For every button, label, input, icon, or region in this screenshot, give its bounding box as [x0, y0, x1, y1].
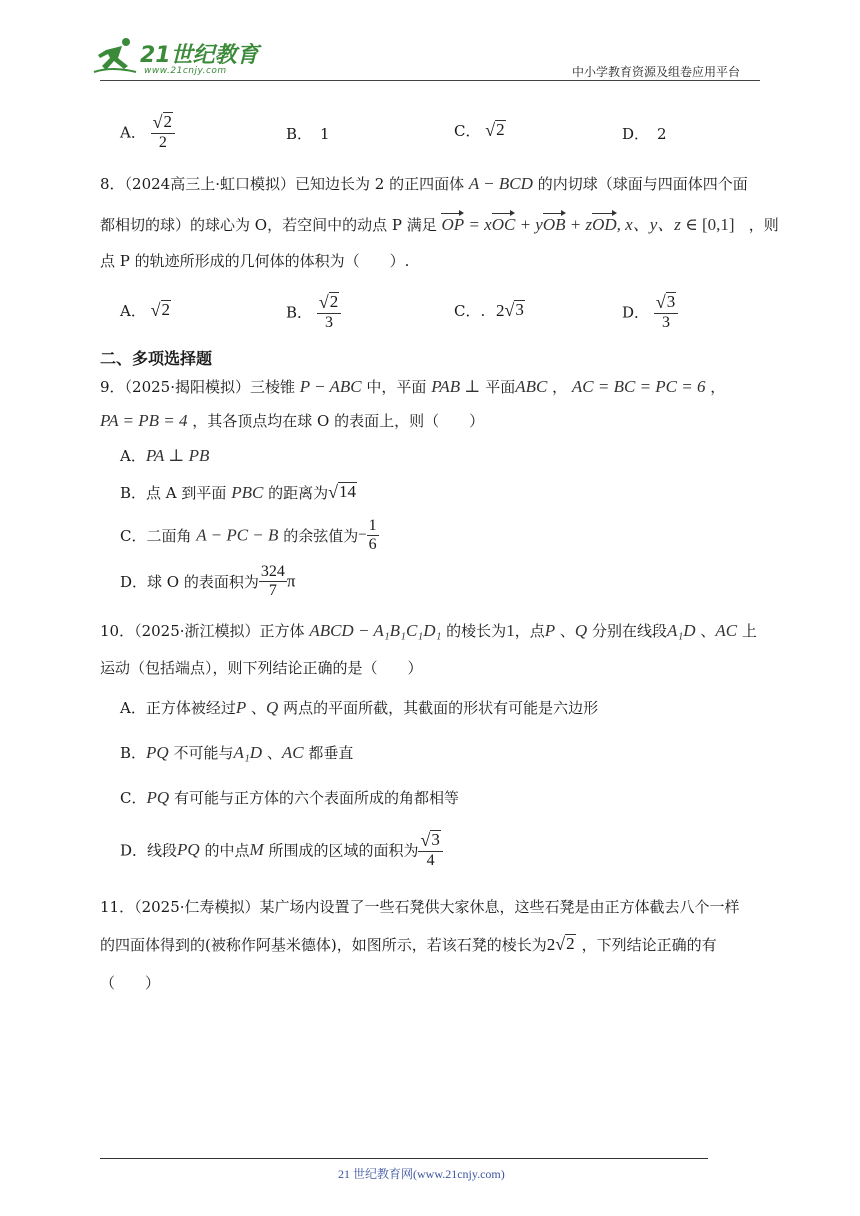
- logo-text: 21世纪教育: [140, 43, 259, 68]
- q7-option-b: B． 1: [286, 125, 330, 143]
- fraction: √ 2 2: [151, 112, 175, 152]
- q7-option-d: D． 2: [622, 125, 667, 143]
- header-rule: [100, 80, 760, 81]
- q11-line2: 的四面体得到的(被称作阿基米德体)，如图所示，若该石凳的棱长为2 √ 2 ，下列结论正确的有: [100, 934, 717, 954]
- q11-line1: 11．（2025·仁寿模拟）某广场内设置了一些石凳供大家休息，这些石凳是由正方体截去八个一样: [100, 898, 740, 916]
- q9-line2: PA = PB = 4 ，其各顶点均在球 O 的表面上，则（ ）: [100, 411, 485, 430]
- q8-option-c: C．. 2 √ 3: [454, 300, 524, 320]
- logo: [92, 36, 262, 80]
- q9-option-c: C．二面角 A − PC − B 的余弦值为− $\frac{1}{6}$: [120, 517, 377, 553]
- q8-line3: 点 P 的轨迹所形成的几何体的体积为（ ）.: [100, 252, 410, 270]
- footer-text: 21 世纪教育网(www.21cnjy.com): [338, 1167, 505, 1181]
- q7-option-c: C． √ 2: [454, 120, 505, 140]
- q10-option-a: A．正方体被经过P 、Q 两点的平面所截，其截面的形状有可能是六边形: [120, 698, 599, 717]
- q8-option-d: D． √ 3 3: [622, 292, 678, 332]
- q8-line1: 8．（2024高三上·虹口模拟）已知边长为 2 的正四面体 A − BCD 的内切球（球面与四面体四个面: [100, 174, 748, 193]
- footer-rule: [100, 1158, 708, 1159]
- q9-option-a: A．PA ⊥ PB: [120, 446, 210, 465]
- runner-icon: [92, 36, 138, 76]
- q9-line1: 9．（2025·揭阳模拟）三棱锥 P − ABC 中，平面 PAB ⊥ 平面ABC ， AC = BC = PC = 6 ，: [100, 377, 726, 396]
- q7-option-a: A． √ 2 2: [120, 112, 175, 152]
- q9-option-d: D．球 O 的表面积为 $\frac{324}{7}$ π: [120, 563, 296, 599]
- logo-url: www.21cnjy.com: [144, 66, 227, 76]
- q10-option-c: C．PQ 有可能与正方体的六个表面所成的角都相等: [120, 788, 459, 807]
- q9-option-b: B．点 A 到平面 PBC 的距离为 √ 14: [120, 482, 356, 502]
- q10-option-b: B．PQ 不可能与A₁D 、AC 都垂直: [120, 743, 354, 762]
- q8-line2: 都相切的球）的球心为 O，若空间中的动点 P 满足 OP = xOC + yOB + zOD, x、y、z ∈ [0,1] ，则: [100, 215, 779, 234]
- vector-equation: OP = xOC + yOB + zOD, x、y、z ∈ [0,1]: [441, 215, 735, 234]
- q10-option-d: D．线段PQ 的中点M 所围成的区域的面积为 √ 3 4: [120, 830, 443, 870]
- q10-line2: 运动（包括端点），则下列结论正确的是（ ）: [100, 659, 423, 677]
- q11-line3: （ ）: [100, 974, 161, 992]
- q10-line1: 10．（2025·浙江模拟）正方体 ABCD − A₁B₁C₁D₁ 的棱长为1，点P 、Q 分别在线段A₁D 、AC 上: [100, 621, 757, 640]
- q8-option-b: B． √ 2 3: [286, 292, 341, 332]
- q8-option-a: A． √ 2: [120, 300, 171, 320]
- header-platform-text: 中小学教育资源及组卷应用平台: [572, 65, 741, 79]
- section-title-multiple-choice: 二、多项选择题: [100, 349, 213, 368]
